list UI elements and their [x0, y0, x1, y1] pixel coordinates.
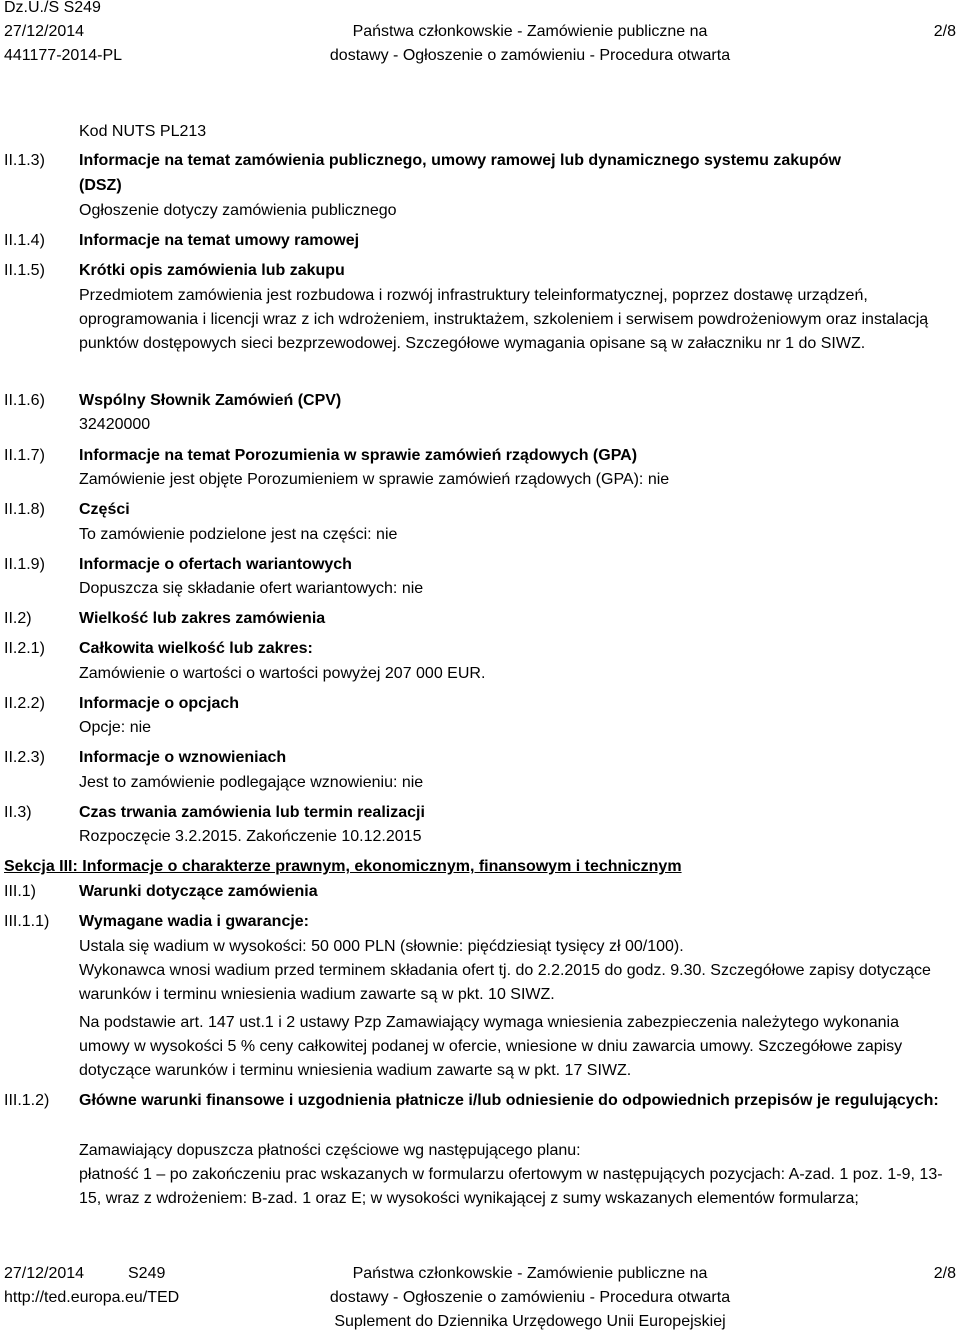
footer-title-line1: Państwa członkowskie - Zamówienie publiczne na [352, 1265, 708, 1282]
section-title: Informacje na temat umowy ramowej [79, 232, 360, 249]
footer-title-line3: Suplement do Dziennika Urzędowego Unii Europejskiej [334, 1313, 726, 1330]
section-number: II.2.3) [4, 749, 45, 766]
section-paragraph: Przedmiotem zamówienia jest rozbudowa i rozwój infrastruktury teleinformatycznej, poprzez dostawę urządzeń, oprogramowania i licencji wraz z ich wdrożeniem, instruktażem, szkoleniem i serwisem powdrożeniowym oraz instalacją punktów dostępowych sieci bezprzewodowej. Szczegółowe wymagania opisane są w załaczniku nr 1 do SIWZ. [79, 287, 929, 352]
header-journal: Dz.U./S S249 [4, 0, 101, 16]
section-text: Rozpoczęcie 3.2.2015. Zakończenie 10.12.2015 [79, 828, 422, 845]
section-title: Informacje na temat Porozumienia w sprawie zamówień rządowych (GPA) [79, 447, 638, 464]
section-paragraph: Zamawiający dopuszcza płatności częściowe wg następującego planu: [79, 1142, 581, 1159]
footer-issue: S249 [128, 1265, 166, 1282]
section-number: II.1.3) [4, 152, 45, 169]
section-text: Opcje: nie [79, 719, 152, 736]
section-title: Wielkość lub zakres zamówienia [79, 610, 326, 627]
section-heading: Sekcja III: Informacje o charakterze prawnym, ekonomicznym, finansowym i technicznym [4, 858, 682, 875]
section-text: Ogłoszenie dotyczy zamówienia publicznego [79, 202, 397, 219]
section-title: Czas trwania zamówienia lub termin realizacji [79, 804, 425, 821]
section-number: II.3) [4, 804, 32, 821]
section-paragraph: Ustala się wadium w wysokości: 50 000 PLN (słownie: pięćdziesiąt tysięcy zł 00/100). [79, 938, 684, 955]
section-number: II.1.4) [4, 232, 45, 249]
section-number: II.2.2) [4, 695, 45, 712]
header-title-line1: Państwa członkowskie - Zamówienie publiczne na [352, 23, 708, 40]
section-title: Całkowita wielkość lub zakres: [79, 640, 313, 657]
section-title: Główne warunki finansowe i uzgodnienia płatnicze i/lub odniesienie do odpowiednich przepisów je regulujących: [79, 1092, 939, 1109]
header-date: 27/12/2014 [4, 23, 85, 40]
section-number: II.1.8) [4, 501, 45, 518]
section-title: (DSZ) [79, 177, 122, 194]
section-title: Informacje o ofertach wariantowych [79, 556, 352, 573]
section-title: Części [79, 501, 130, 518]
section-text: Zamówienie jest objęte Porozumieniem w sprawie zamówień rządowych (GPA): nie [79, 471, 670, 488]
section-title: Wspólny Słownik Zamówień (CPV) [79, 392, 342, 409]
section-number: III.1) [4, 883, 37, 900]
nuts-code: Kod NUTS PL213 [79, 123, 207, 140]
section-text: Zamówienie o wartości o wartości powyżej 207 000 EUR. [79, 665, 486, 682]
footer-date: 27/12/2014 [4, 1265, 85, 1282]
section-paragraph: płatność 1 – po zakończeniu prac wskazanych w formularzu ofertowym w następujących pozycjach: A-zad. 1 poz. 1-9, 13-15, wraz z wdrożeniem: B-zad. 1 oraz E; w wysokości wynikającej z sumy wskazanych elementów formularza; [79, 1166, 943, 1207]
section-text: Jest to zamówienie podlegające wznowieniu: nie [79, 774, 424, 791]
footer-url-link[interactable]: http://ted.europa.eu/TED [4, 1289, 180, 1306]
section-number: III.1.1) [4, 913, 50, 930]
section-number: III.1.2) [4, 1092, 50, 1109]
section-number: II.1.7) [4, 447, 45, 464]
section-number: II.1.6) [4, 392, 45, 409]
section-number: II.1.5) [4, 262, 45, 279]
header-ref: 441177-2014-PL [4, 47, 123, 64]
header-page: 2/8 [933, 23, 956, 40]
section-number: II.2) [4, 610, 32, 627]
section-title: Informacje o wznowieniach [79, 749, 287, 766]
page-header [0, 0, 960, 80]
section-title: Wymagane wadia i gwarancje: [79, 913, 310, 930]
header-title-line2: dostawy - Ogłoszenie o zamówieniu - Procedura otwarta [329, 47, 731, 64]
section-number: II.1.9) [4, 556, 45, 573]
section-title: Krótki opis zamówienia lub zakupu [79, 262, 345, 279]
footer-title-line2: dostawy - Ogłoszenie o zamówieniu - Procedura otwarta [329, 1289, 731, 1306]
section-text: Dopuszcza się składanie ofert wariantowych: nie [79, 580, 424, 597]
section-paragraph: Na podstawie art. 147 ust.1 i 2 ustawy Pzp Zamawiający wymaga wniesienia zabezpieczenia należytego wykonania umowy w wysokości 5 % ceny całkowitej podanej w ofercie, wniesione w dniu zawarcia umowy. Szczegółowe zapisy dotyczące warunków i terminu wniesienia wadium zawarte są w pkt. 17 SIWZ. [79, 1014, 903, 1079]
section-title: Informacje o opcjach [79, 695, 240, 712]
section-number: II.2.1) [4, 640, 45, 657]
section-paragraph: Wykonawca wnosi wadium przed terminem składania ofert tj. do 2.2.2015 do godz. 9.30. Szczegółowe zapisy dotyczące warunków i terminu wniesienia wadium zawarte są w pkt. 10 SIWZ. [79, 962, 931, 1003]
section-text: To zamówienie podzielone jest na części: nie [79, 526, 398, 543]
section-title: Warunki dotyczące zamówienia [79, 883, 318, 900]
section-title: Informacje na temat zamówienia publicznego, umowy ramowej lub dynamicznego systemu zakupów [79, 152, 841, 169]
page-footer [0, 1262, 960, 1334]
cpv-code: 32420000 [79, 416, 151, 433]
footer-page: 2/8 [933, 1265, 956, 1282]
